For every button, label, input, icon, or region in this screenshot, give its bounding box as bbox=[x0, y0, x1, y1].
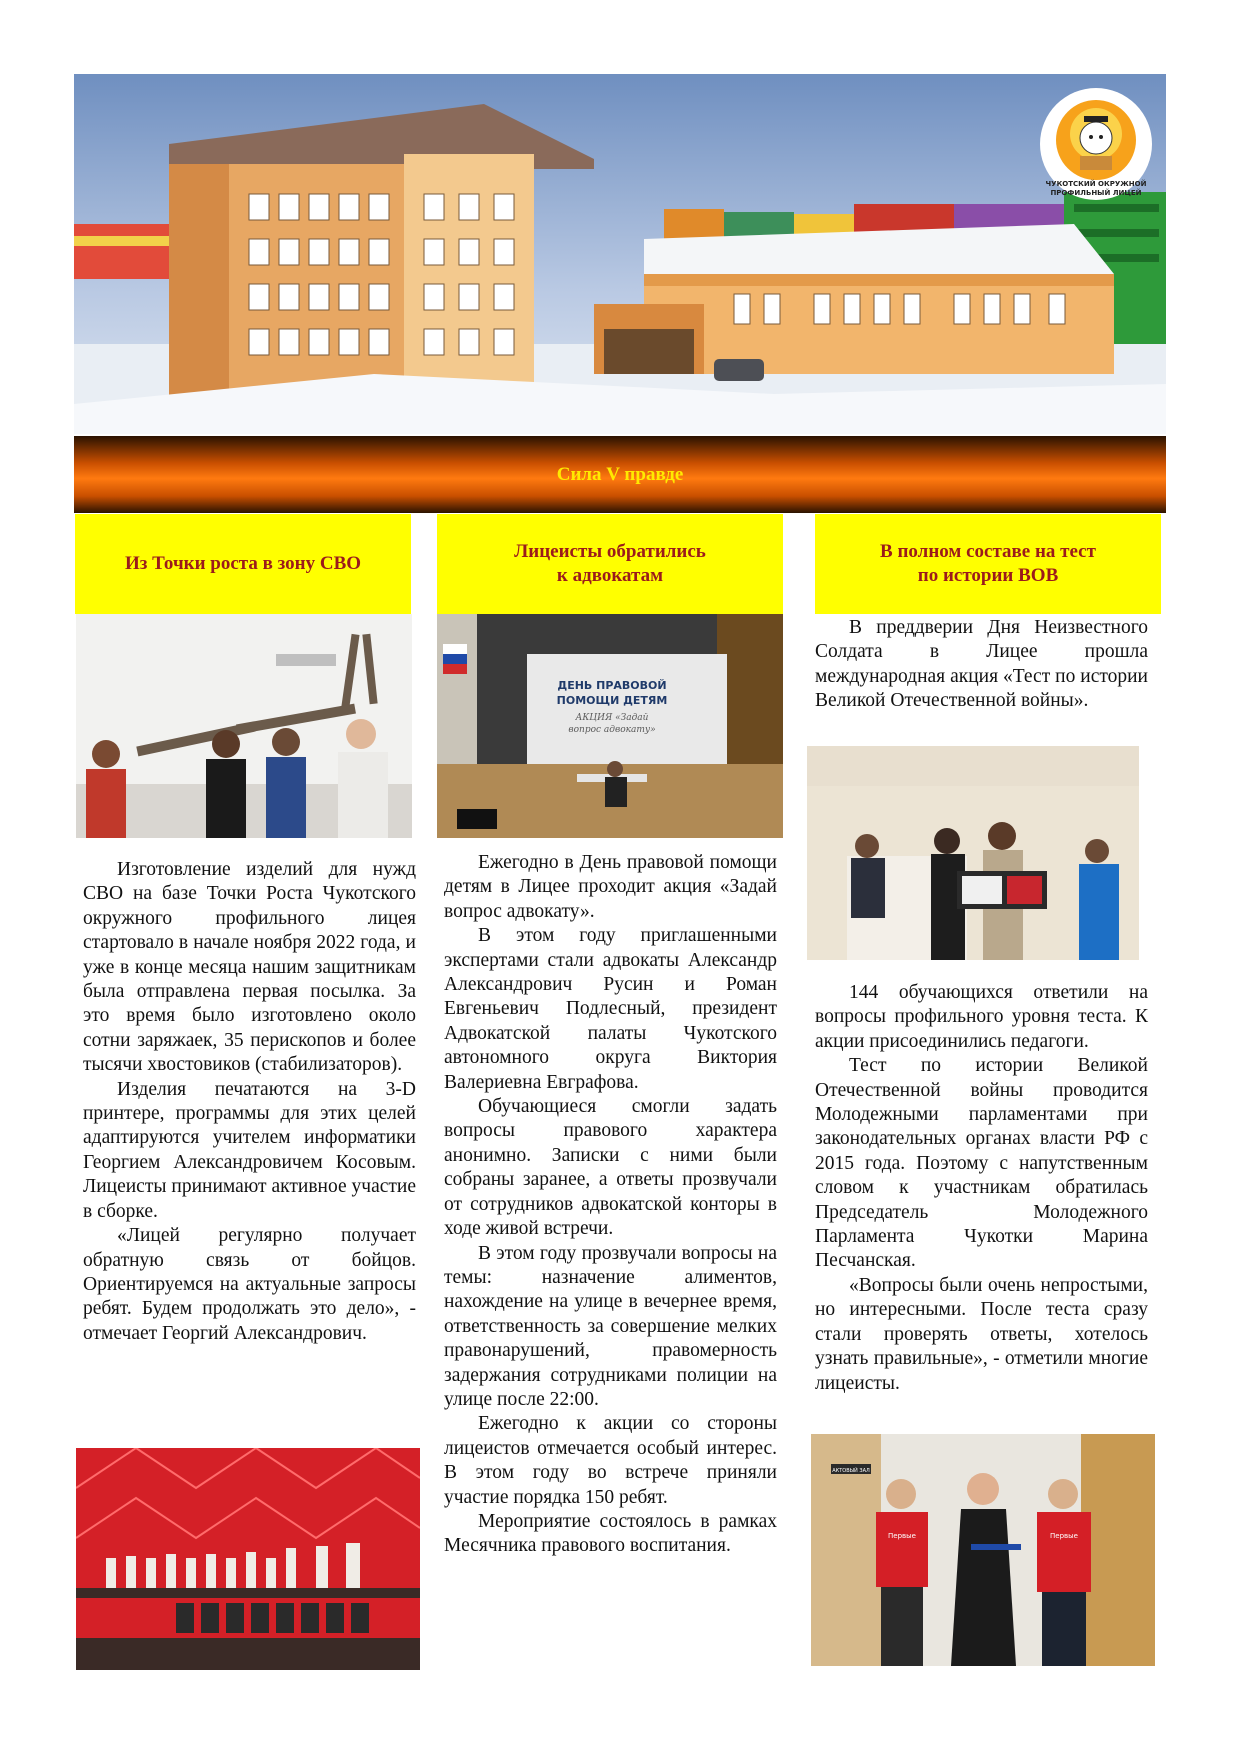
logo-caption-2: ПРОФИЛЬНЫЙ ЛИЦЕЙ bbox=[1050, 189, 1142, 197]
column-2-paragraph: Обучающиеся смогли задать вопросы правового характера анонимно. Записки с ними были собраны заранее, а ответы прозвучали от сотрудников адвокатской конторы в ходе живой встречи. bbox=[444, 1096, 777, 1240]
shirt-text-left: Первые bbox=[888, 1532, 916, 1540]
photo-award-ceremony bbox=[811, 1434, 1155, 1666]
photo-students-periscopes bbox=[76, 614, 412, 838]
column-1-paragraph: Изделия печатаются на 3-D принтере, программы для этих целей адаптируются учителем информатики Георгием Александровичем Косовым. Лицеисты принимают активное участие в сборке. bbox=[83, 1078, 416, 1222]
column-2-title-line2: к адвокатам bbox=[556, 565, 664, 586]
lyceum-logo bbox=[1038, 86, 1154, 202]
photo-printed-items bbox=[76, 1448, 420, 1670]
photo-history-test bbox=[807, 746, 1139, 960]
column-2-article bbox=[444, 851, 777, 1559]
banner-title: Сила V правде bbox=[556, 463, 684, 485]
column-3-title-line2: по истории ВОВ bbox=[917, 565, 1059, 586]
column-3-heading bbox=[815, 514, 1161, 614]
screen-line-1: ДЕНЬ ПРАВОВОЙ bbox=[557, 679, 667, 692]
logo-caption-1: ЧУКОТСКИЙ ОКРУЖНОЙ bbox=[1045, 180, 1147, 188]
door-sign: АКТОВЫЙ ЗАЛ bbox=[832, 1468, 870, 1474]
column-1-heading bbox=[75, 514, 411, 614]
column-2-paragraph: Мероприятие состоялось в рамках Месячника правового воспитания. bbox=[444, 1510, 777, 1557]
column-3-article bbox=[815, 981, 1148, 1396]
column-3-paragraph: Тест по истории Великой Отечественной войны проводится Молодежными парламентами при законодательных органах власти РФ с 2015 года. Поэтому с напутственным словом к участникам обратилась Председатель Молодежного Парламента Чукотки Марина Песчанская. bbox=[815, 1055, 1148, 1272]
column-3-paragraph: «Вопросы были очень непростыми, но интересными. После теста сразу стали проверять ответы, хотелось узнать правильные», - отметили многие лицеисты. bbox=[815, 1274, 1148, 1394]
column-2-paragraph: В этом году приглашенными экспертами стали адвокаты Александр Александрович Русин и Роман Евгеньевич Подлесный, президент Адвокатской палаты Чукотского автономного округа Виктория Валериевна Евграфова. bbox=[444, 925, 777, 1093]
photo-legal-aid-event bbox=[437, 614, 783, 838]
column-2-title-line1: Лицеисты обратились bbox=[514, 541, 706, 562]
column-1-article bbox=[83, 858, 416, 1346]
column-3-intro bbox=[815, 616, 1148, 714]
column-2-paragraph: В этом году прозвучали вопросы на темы: назначение алиментов, нахождение на улице в вечернее время, ответственность за совершение мелких правонарушений, правомерность задержания сотрудниками полиции на улице после 22:00. bbox=[444, 1242, 777, 1410]
screen-line-2: ПОМОЩИ ДЕТЯМ bbox=[556, 694, 668, 707]
column-3-paragraph: 144 обучающихся ответили на вопросы профильного уровня теста. К акции присоединились педагоги. bbox=[815, 982, 1148, 1052]
screen-line-4: вопрос адвокату» bbox=[568, 725, 656, 735]
column-2-paragraph: Ежегодно в День правовой помощи детям в Лицее проходит акция «Задай вопрос адвокату». bbox=[444, 852, 777, 922]
hero-photo-lyceum-building bbox=[74, 74, 1166, 434]
column-2-heading bbox=[437, 514, 783, 614]
shirt-text-right: Первые bbox=[1050, 1532, 1078, 1540]
screen-line-3: АКЦИЯ «Задай bbox=[575, 713, 649, 723]
column-1-title: Из Точки роста в зону СВО bbox=[124, 553, 362, 574]
column-3-intro-paragraph: В преддверии Дня Неизвестного Солдата в Лицее прошла международная акция «Тест по истории Великой Отечественной войны». bbox=[815, 617, 1148, 712]
section-banner bbox=[74, 436, 1166, 513]
column-1-paragraph: «Лицей регулярно получает обратную связь от бойцов. Ориентируемся на актуальные запросы ребят. Будем продолжать это дело», - отмечает Георгий Александрович. bbox=[83, 1225, 416, 1344]
column-3-title-line1: В полном составе на тест bbox=[880, 541, 1096, 562]
column-1-paragraph: Изготовление изделий для нужд СВО на базе Точки Роста Чукотского окружного профильного лицея стартовало в начале ноября 2022 года, и уже в конце месяца нашим защитникам была отправлена первая посылка. За это время было изготовлено около сотни заряжаек, 35 перископов и более тысячи хвостовиков (стабилизаторов). bbox=[83, 859, 416, 1076]
column-2-paragraph: Ежегодно к акции со стороны лицеистов отмечается особый интерес. В этом году во встрече приняли участие порядка 150 ребят. bbox=[444, 1413, 777, 1508]
